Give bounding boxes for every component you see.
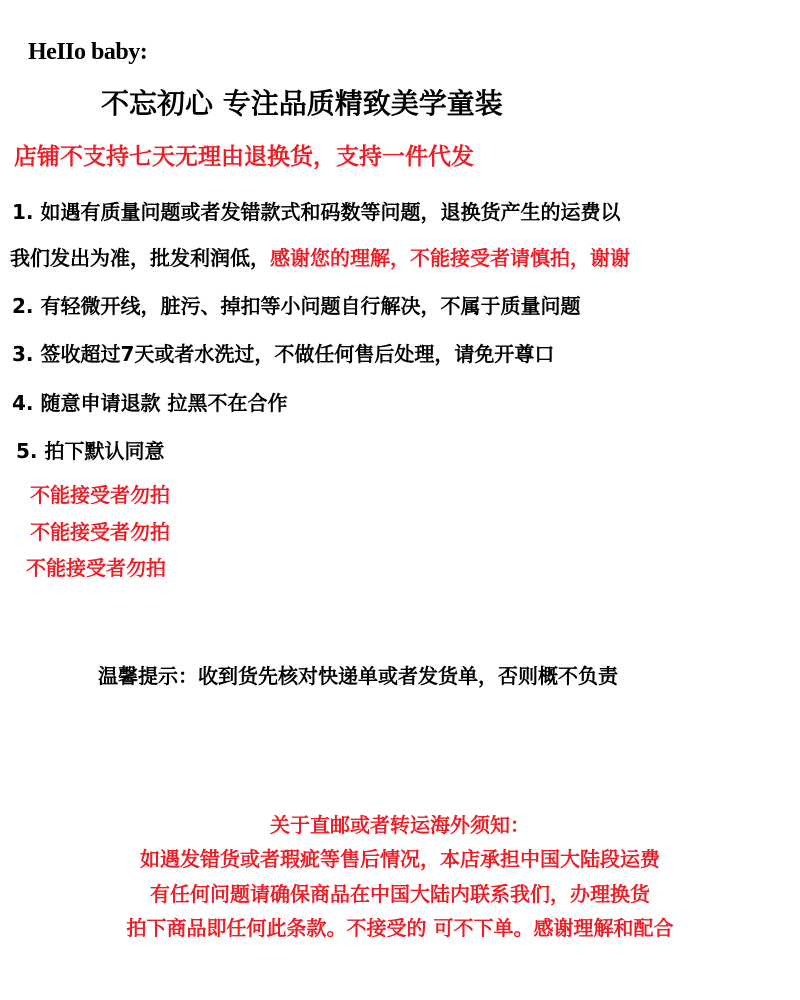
rule-item-2: 2. 有轻微开线，脏污、掉扣等小问题自行解决，不属于质量问题 [12,294,581,318]
brand-slogan: 不忘初心 专注品质精致美学童装 [101,87,503,120]
overseas-notice-line-1: 如遇发错货或者瑕疵等售后情况，本店承担中国大陆段运费 [140,847,660,871]
warning-line-3: 不能接受者勿拍 [26,556,166,580]
rule-item-4: 4. 随意申请退款 拉黑不在合作 [12,391,288,415]
warning-line-1: 不能接受者勿拍 [30,483,170,507]
overseas-notice-line-3: 拍下商品即任何此条款。不接受的 可不下单。感谢理解和配合 [126,916,674,940]
rule-item-1-line-1: 1. 如遇有质量问题或者发错款式和码数等问题，退换货产生的运费以 [12,200,621,224]
rule-item-1-line-2-text: 我们发出为准，批发利润低， [10,246,270,270]
rule-item-5: 5. 拍下默认同意 [16,439,165,463]
warning-line-2: 不能接受者勿拍 [30,520,170,544]
overseas-notice-line-2: 有任何问题请确保商品在中国大陆内联系我们，办理换货 [150,882,650,906]
overseas-notice-title: 关于直邮或者转运海外须知： [270,813,530,837]
reminder-tip: 温馨提示：收到货先核对快递单或者发货单，否则概不负责 [98,664,618,688]
return-policy-headline: 店铺不支持七天无理由退换货，支持一件代发 [14,144,474,170]
rule-item-1-line-2-notice: 感谢您的理解，不能接受者请慎拍，谢谢 [270,246,630,270]
rule-item-3: 3. 签收超过7天或者水洗过，不做任何售后处理，请免开尊口 [12,342,555,366]
rule-item-1-line-2 [10,248,630,268]
greeting: HeIIo baby: [28,39,148,65]
